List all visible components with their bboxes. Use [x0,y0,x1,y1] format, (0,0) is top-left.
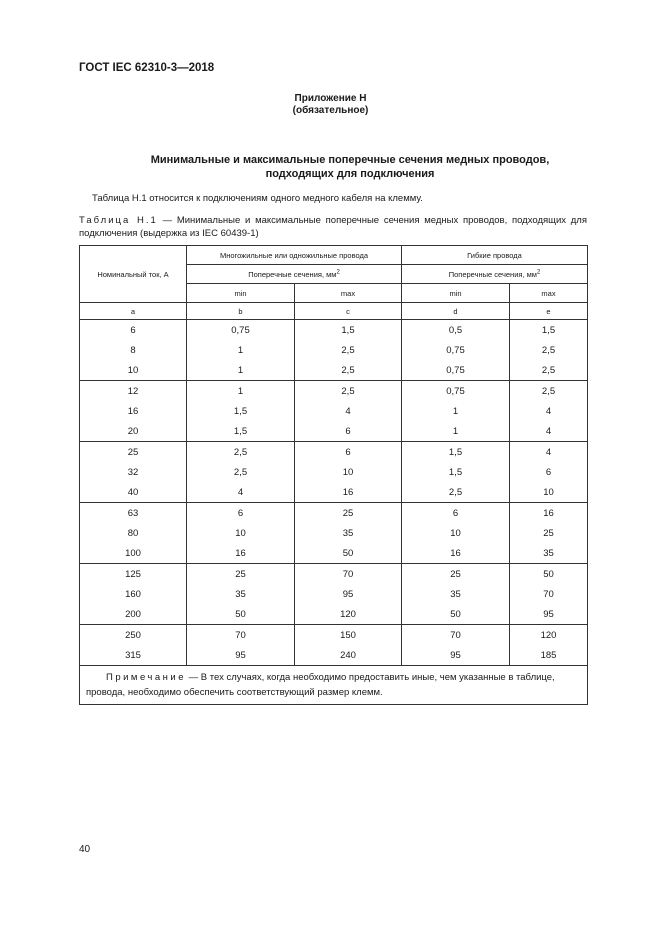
table-cell: 2,5 [402,482,510,503]
table-cell: 35 [510,543,588,564]
page-number: 40 [79,844,91,855]
header-max-solid: max [295,284,402,303]
table-cell: 0,75 [402,340,510,360]
table-cell: 70 [402,625,510,646]
table-cell: 1 [187,340,295,360]
table-cell: 1,5 [295,320,402,341]
table-row [80,604,588,625]
column-letters-row [80,303,588,320]
letter-cell: c [295,303,402,320]
table-cell: 2,5 [295,360,402,381]
table-cell: 200 [80,604,187,625]
table-cell: 70 [187,625,295,646]
table-cell: 25 [510,523,588,543]
table-cell: 1 [402,421,510,442]
header-nominal-current: Номинальный ток, А [80,246,187,303]
cross-section-table [79,245,588,705]
table-cell: 1,5 [402,462,510,482]
table-row [80,442,588,463]
table-cell: 10 [295,462,402,482]
table-cell: 25 [402,564,510,585]
section-title [0,153,661,181]
table-caption-label: Таблица Н.1 [79,215,158,226]
unit-superscript: 2 [536,269,541,275]
table-cell: 10 [510,482,588,503]
table-cell: 50 [510,564,588,585]
table-row [80,462,588,482]
table-cell: 70 [510,584,588,604]
table-cell: 2,5 [510,381,588,402]
table-cell: 2,5 [510,360,588,381]
table-cell: 6 [402,503,510,524]
table-row [80,543,588,564]
table-cell: 10 [402,523,510,543]
table-cell: 2,5 [295,381,402,402]
table-cell: 40 [80,482,187,503]
table-row [80,645,588,666]
table-cell: 2,5 [510,340,588,360]
table-cell: 1,5 [187,421,295,442]
header-cross-section-solid [187,265,402,284]
header-solid-wires: Многожильные или одножильные провода [187,246,402,265]
document-code: ГОСТ IEC 62310-3—2018 [79,62,215,74]
table-cell: 315 [80,645,187,666]
title-line-2: подходящих для подключения [265,168,435,180]
table-cell: 4 [295,401,402,421]
table-cell: 150 [295,625,402,646]
table-cell: 1,5 [187,401,295,421]
cross-section-solid-text: Поперечные сечения, мм [248,269,337,279]
header-cross-section-flexible [402,265,588,284]
table-cell: 250 [80,625,187,646]
table-cell: 10 [187,523,295,543]
table-cell: 1,5 [510,320,588,341]
title-line-1: Минимальные и максимальные поперечные сечения медных проводов, [150,154,550,166]
table-cell: 95 [295,584,402,604]
table-row [80,381,588,402]
note-text: — В тех случаях, когда необходимо предоставить иные, чем указанные в таблице, провода, необходимо обеспечить соответствующий размер клемм. [86,672,555,698]
table-caption [79,214,587,240]
table-cell: 35 [402,584,510,604]
table-cell: 70 [295,564,402,585]
table-cell: 4 [510,401,588,421]
table-cell: 1 [187,360,295,381]
table-cell: 10 [80,360,187,381]
table-cell: 100 [80,543,187,564]
table-cell: 16 [510,503,588,524]
table-cell: 0,75 [402,381,510,402]
table-cell: 2,5 [187,462,295,482]
table-cell: 1 [187,381,295,402]
table-row [80,584,588,604]
table-row [80,503,588,524]
intro-paragraph: Таблица Н.1 относится к подключениям одного медного кабеля на клемму. [92,193,423,204]
table-cell: 95 [402,645,510,666]
letter-cell: b [187,303,295,320]
table-cell: 1,5 [402,442,510,463]
table-cell: 0,75 [187,320,295,341]
table-row [80,482,588,503]
table-row [80,421,588,442]
header-min-flexible: min [402,284,510,303]
table-cell: 120 [510,625,588,646]
table-cell: 120 [295,604,402,625]
table-cell: 0,75 [402,360,510,381]
table-cell: 4 [187,482,295,503]
table-cell: 185 [510,645,588,666]
table-cell: 6 [295,442,402,463]
unit-superscript: 2 [336,269,340,275]
table-cell: 4 [510,442,588,463]
table-cell: 50 [187,604,295,625]
table-row [80,625,588,646]
table-cell: 95 [510,604,588,625]
table-row [80,320,588,341]
header-max-flexible: max [510,284,588,303]
table-cell: 0,5 [402,320,510,341]
table-cell: 35 [187,584,295,604]
table-cell: 1 [402,401,510,421]
header-flexible-wires: Гибкие провода [402,246,588,265]
table-row [80,523,588,543]
table-row [80,564,588,585]
table-cell: 16 [80,401,187,421]
appendix-status: (обязательное) [292,105,369,116]
table-cell: 16 [402,543,510,564]
table-cell: 6 [80,320,187,341]
table-row [80,401,588,421]
table-cell: 125 [80,564,187,585]
table-cell: 6 [295,421,402,442]
table-cell: 32 [80,462,187,482]
table-cell: 16 [295,482,402,503]
cross-section-flexible-text: Поперечные сечения, мм [448,269,537,279]
letter-cell: d [402,303,510,320]
table-cell: 25 [80,442,187,463]
table-caption-text: — Минимальные и максимальные поперечные сечения медных проводов, подходящих для подключения (выдержка из IEC 60439-1) [79,215,587,239]
table-cell: 2,5 [295,340,402,360]
table-cell: 95 [187,645,295,666]
table-cell: 50 [402,604,510,625]
table-cell: 6 [510,462,588,482]
letter-cell: a [80,303,187,320]
table-cell: 16 [187,543,295,564]
table-cell: 80 [80,523,187,543]
letter-cell: e [510,303,588,320]
table-cell: 25 [295,503,402,524]
table-cell: 20 [80,421,187,442]
appendix-label: Приложение Н [294,93,367,104]
header-min-solid: min [187,284,295,303]
table-row [80,340,588,360]
table-cell: 35 [295,523,402,543]
table-note [80,666,588,705]
table-cell: 25 [187,564,295,585]
table-row [80,360,588,381]
table-cell: 63 [80,503,187,524]
table-cell: 160 [80,584,187,604]
table-cell: 50 [295,543,402,564]
table-cell: 8 [80,340,187,360]
note-label: Примечание [106,672,186,683]
table-cell: 240 [295,645,402,666]
table-cell: 4 [510,421,588,442]
table-cell: 6 [187,503,295,524]
table-cell: 12 [80,381,187,402]
table-cell: 2,5 [187,442,295,463]
